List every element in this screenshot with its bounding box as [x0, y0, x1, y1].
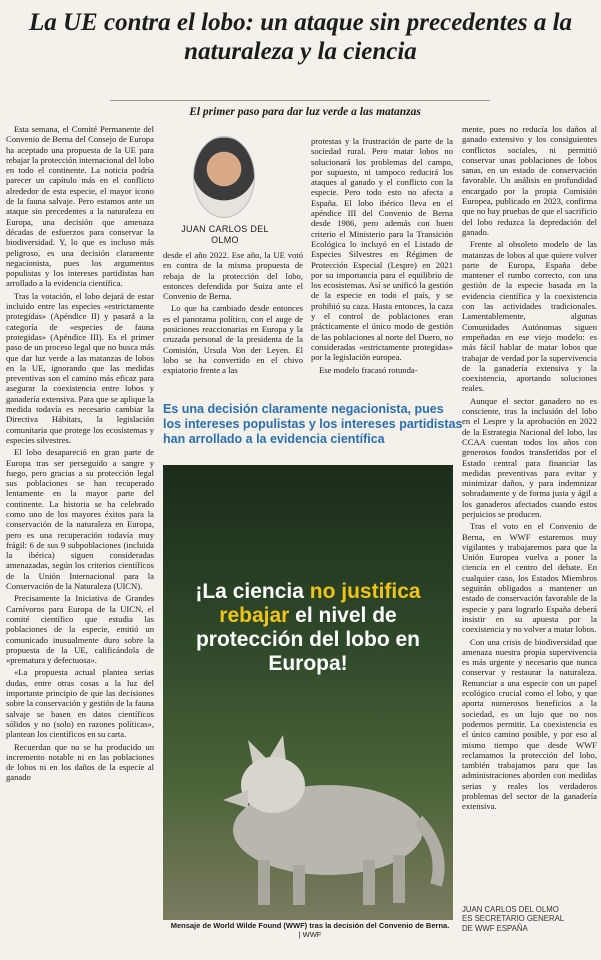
poster-line: ¡La ciencia	[195, 580, 304, 603]
pull-quote: Es una decisión claramente negacionista, pues los intereses populistas y los intereses partidistas han arrollado a la evidencia científica	[163, 402, 463, 446]
paragraph: «La propuesta actual plantea serias dudas, entre otras cosas a la luz del importante principio de que las decisiones sobre la conservación y gestión de la fauna salvaje se basen en datos científicos sólidos y no (solo) en razones políticas», plantean los científicos en su carta.	[6, 667, 154, 740]
paragraph: protestas y la frustración de parte de la sociedad rural. Pero matar lobos no solucionará los problemas del campo, por supuesto, ni tampoco reducirá los ataques al ganado y el conflicto con la especie. Pero todo esto no afecta a España. El lobo ibérico lleva en el apéndice III del Convenio de Berna desde 1986, pero además con buen criterio el Ministerio para la Transición Ecológica lo incluyó en el Listado de Especies Silvestres en Régimen de Protección Especial (Lespre) en 2021 por su importancia para el equilibrio de los ecosistemas. Así se unificó la gestión de la especie en todo el país, y se prohibió su caza. Hasta entonces, la caza y el control de poblaciones eran prácticamente el único modo de gestión de las poblaciones al norte del Duero, no consideradas «estrictamente protegidas» por la legislación europea.	[311, 136, 453, 363]
poster-highlight: no justifica rebajar	[219, 580, 421, 627]
poster-line: el nivel de protección del lobo en Europa!	[195, 604, 421, 675]
column-4	[462, 124, 597, 902]
paragraph: Ese modelo fracasó rotunda-	[319, 364, 418, 375]
wwf-poster-image	[163, 465, 453, 920]
headline: La UE contra el lobo: un ataque sin precedentes a la naturaleza y la ciencia	[28, 9, 573, 65]
author-photo	[193, 136, 255, 218]
column-1	[6, 124, 154, 946]
paragraph: Con una crisis de biodiversidad que amenaza nuestra propia supervivencia es más urgente y necesario que nunca conservar y restaurar la naturaleza. Renunciar a una especie con un papel ecológico crucial como el lobo, y que aporta numerosos beneficios a la sociedad, es un lujo que no nos podemos permitir. La coexistencia es el único camino posible, y por eso al mismo tiempo que desde WWF reclamamos la protección del lobo, también trabajamos para que las administraciones aborden con medidas serias y reales los verdaderos problemas del sector de la ganadería extensiva.	[462, 636, 597, 812]
paragraph: Tras el voto en el Convenio de Berna, en WWF estaremos muy vigilantes y trabajaremos para que la Unión Europea vuelva a poner la ciencia en el centro del debate. En cualquier caso, los Estados Miembros seguirán obligados a mantener un estado de conservación favorable de la especie y para lograrlo España deberá insistir en su apuesta por la coexistencia y no volver a matar lobos.	[462, 521, 597, 635]
paragraph: Esta semana, el Comité Permanente del Convenio de Berna del Consejo de Europa ha aceptado una propuesta de la UE para rebajar la protección internacional del lobo en todo el continente. La noticia podría parecer un capítulo más en el conflicto alrededor de esta especie, el mayor icono de la fauna salvaje. Pero estamos ante un ataque sin precedentes a la naturaleza en Europa, una decisión que amenaza décadas de esfuerzos para conservar la biodiversidad. Y, lo que es incluso más peligroso, es una decisión claramente negacionista, pues los argumentos populistas y los intereses partidistas han arrollado a la evidencia científica.	[6, 124, 154, 289]
paragraph: desde el año 2022. Ese año, la UE votó en contra de la misma propuesta de rebaja de la protección del lobo, entonces defendida por Suiza ante el Convenio de Berna.	[163, 250, 303, 302]
subtitle: El primer paso para dar luz verde a las matanzas	[189, 106, 421, 118]
poster-text	[171, 580, 445, 676]
paragraph: mente, pues no reducía los daños al ganado extensivo y los consiguientes conflictos sociales, ni permitió conservar unas poblaciones de lobos sanas, en un estado de conservación favorable. Un análisis en profundidad encargado por la propia Comisión Europea, publicado en 2023, confirma que no hay pruebas de que el sacrificio del lobo reduzca la depredación del ganado.	[462, 124, 597, 237]
column-3	[311, 136, 453, 392]
paragraph: Recuerdan que no se ha producido un incremento notable ni en las poblaciones de lobos ni en los daños de la especie al ganado	[6, 741, 154, 783]
signature-line: DE WWF ESPAÑA	[462, 923, 528, 933]
signature-line: ES SECRETARIO GENERAL	[462, 914, 565, 924]
paragraph: Lo que ha cambiado desde entonces es el panorama político, con el auge de posiciones reaccionarias en Europa y la cruzada personal de la presidenta de la Comisión, Ursula Von der Leyen. El lobo se ha convertido en el chivo expiatorio frente a las	[163, 303, 303, 376]
author-signature	[462, 905, 597, 933]
author-name: JUAN CARLOS DEL OLMO	[181, 224, 269, 245]
divider	[110, 100, 490, 101]
paragraph: El lobo desapareció en gran parte de Europa tras ser perseguido a sangre y fuego, pero gracias a su protección legal sus poblaciones se han recuperado lentamente en la mayor parte del continente. La historia se ha celebrado como uno de los mayores éxitos para la conservación de la naturaleza en Europa, pero es una recuperación todavía muy frágil: 6 de sus 9 subpoblaciones (incluida la ibérica) siguen consideradas amenazadas, según los criterios científicos de la Unión Internacional para la Conservación de la Naturaleza (UICN).	[6, 447, 154, 592]
signature-line: JUAN CARLOS DEL OLMO	[462, 905, 559, 914]
paragraph: Precisamente la Iniciativa de Grandes Carnívoros para Europa de la UICN, el comité científico que estudia las poblaciones de la especie, emitió un comunicado inusualmente duro sobre la propuesta de la UE, calificándola de «prematura y defectuosa».	[6, 593, 154, 666]
paragraph: Frente al obsoleto modelo de las matanzas de lobos al que quiere volver parte de Europa, España debe mantener el rumbo correcto, con una gestión de la especie basada en la evidencia científica y la coexistencia con las actividades tradicionales. Lamentablemente, algunas Comunidades Autónomas siguen empeñadas en ese viejo modelo: es más fácil hablar de matar lobos que trabajar de verdad por la supervivencia de la ganadería extensiva y la coexistencia, aportando soluciones reales.	[462, 239, 597, 394]
paragraph: Tras la votación, el lobo dejará de estar incluido entre las especies «estrictamente protegidas» (Apéndice II) y pasará a la categoría de «especies de fauna protegidas» (Apéndice III). Es el primer paso de un proceso legal que no busca más que dar luz verde a las matanzas de lobos en la UE, ignorando que las medidas preventivas son el camino más eficaz para asegurar la coexistencia entre lobos y ganadería extensiva. Para que se aplique la medida todavía es necesario cambiar la Directiva Hábitats, la legislación comunitaria que protege los ecosistemas y especies silvestres.	[6, 290, 154, 445]
image-caption	[170, 921, 450, 939]
paragraph: Aunque el sector ganadero no es consciente, tras la inclusión del lobo en el Lespre y la aprobación en 2022 de la Estrategia Nacional del lobo, las CCAA cuentan todos los años con generosos fondos transferidos por el Estado central para financiar las medidas preventivas para evitar y minimizar daños, y para indemnizar sobradamente y de forma justa y ágil a los ganaderos afectados cuando estos perjuicios se producen.	[462, 395, 597, 519]
column-2	[163, 250, 303, 390]
wolf-icon	[188, 680, 448, 910]
caption-credit: | WWF	[298, 930, 322, 939]
caption-text: Mensaje de World Wilde Found (WWF) tras la decisión del Convenio de Berna.	[170, 921, 450, 930]
